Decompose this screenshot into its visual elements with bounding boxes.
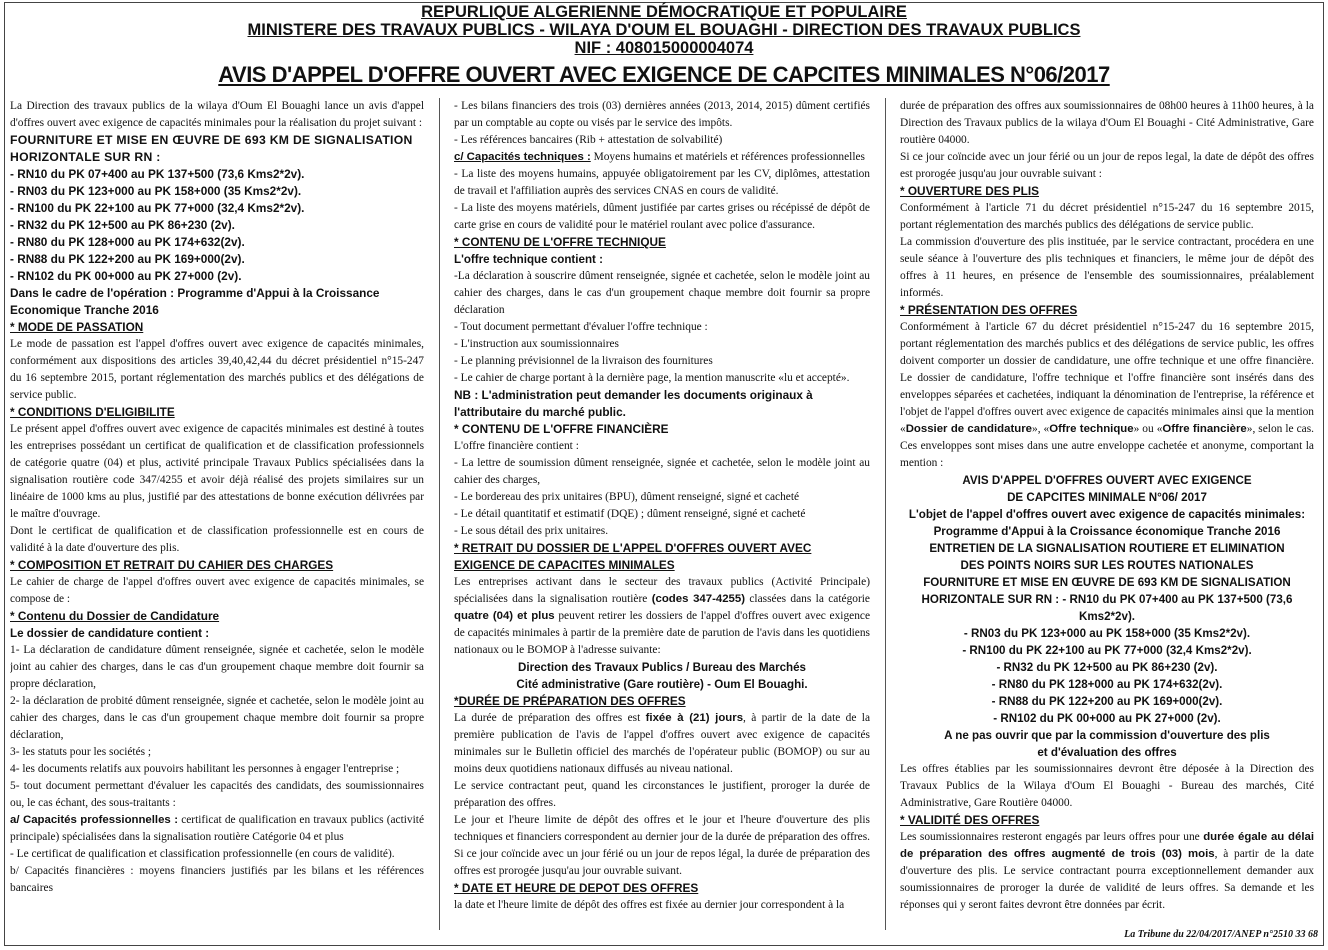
column-1	[10, 98, 424, 932]
road-item: - RN10 du PK 07+400 au PK 137+500 (73,6 Kms2*2v).	[10, 167, 305, 181]
capacites-tech-text: Moyens humains et matériels et références professionnelles	[590, 151, 865, 163]
section-eligibilite: * CONDITIONS D'ELIGIBILITE	[10, 405, 175, 419]
section-validite: * VALIDITÉ DES OFFRES	[900, 813, 1040, 827]
list-item: - Le planning prévisionnel de la livraison des fournitures	[454, 355, 713, 367]
nif-header: NIF : 408015000004074	[574, 39, 754, 57]
list-item: 1- La déclaration de candidature dûment renseignée, signée et cachetée, selon le modèle joint au cahier des charges, dans le cas d'un groupement chaque membre doit fournir sa propre déclaration,	[10, 644, 424, 690]
list-item: - La lettre de soumission dûment renseignée, signée et cachetée, selon le modèle joint au cahier des charges,	[454, 457, 870, 486]
section-date-depot: * DATE ET HEURE DE DEPOT DES OFFRES	[454, 881, 699, 895]
road-item: - RN88 du PK 122+200 au PK 169+000(2v).	[10, 252, 245, 266]
section-mode-passation: * MODE DE PASSATION	[10, 320, 144, 334]
ferie-text: Si ce jour coïncide avec un jour férié ou un jour de repos legal, la date de dépôt des offres est prorogée jusqu'au jour ouvrable suivant :	[900, 151, 1314, 180]
list-item: - L'instruction aux soumissionnaires	[454, 338, 619, 350]
moyens-materiels: - La liste des moyens matériels, dûment justifiée par cartes grises ou récépissé de dépôt de carte grise en cours de validité pour le matériel roulant avec police d'assurance.	[454, 202, 870, 231]
validite-text: Les soumissionnaires resteront engagés par leurs offres pour une durée égale au délai de préparation des offres augmenté de trois (03) mois, à partir de la date d'ouverture des plis. Le service contractant pourra exceptionnellement demander aux soumissionnaires de proroger la durée de validité de leurs offres. Sa demande et les réponses qui y seront faites devront être données par écrit.	[900, 831, 1314, 911]
ouverture-text-2: La commission d'ouverture des plis instituée, par le service contractant, procédera en une seule séance à l'ouverture des plis techniques et financiers, le même jour de dépôt des offres à 11 heures, en présence de l'ensemble des soumissionnaires, préalablement informés.	[900, 236, 1314, 299]
ministry-header: MINISTERE DES TRAVAUX PUBLICS - WILAYA D'OUM EL BOUAGHI - DIRECTION DES TRAVAUX PUBLICS	[247, 21, 1081, 39]
envelope-line: - RN88 du PK 122+200 au PK 169+000(2v).	[991, 695, 1223, 708]
list-item: -La déclaration à souscrire dûment renseignée, signée et cachetée, selon le modèle joint au cahier des charges, dans le cas d'un groupement chaque membre doit fournir sa propre déclaration	[454, 270, 870, 316]
depot-continuation: durée de préparation des offres aux soumissionnaires de 08h00 heures à 11h00 heures, à la Direction des Travaux publics de la wilaya d'Oum El Bouaghi - Cité Administrative, Gare routière 04000.	[900, 100, 1314, 146]
section-offre-technique: * CONTENU DE L'OFFRE TECHNIQUE	[454, 235, 666, 249]
envelope-line: - RN80 du PK 128+000 au PK 174+632(2v).	[991, 678, 1223, 691]
column-2	[454, 98, 870, 932]
section-retrait: * RETRAIT DU DOSSIER DE L'APPEL D'OFFRES OUVERT AVEC EXIGENCE DE CAPACITES MINIMALES	[454, 541, 812, 572]
section-presentation: * PRÉSENTATION DES OFFRES	[900, 303, 1078, 317]
retrait-text: Les entreprises activant dans le secteur des travaux publics (Activité Principale) spécialisées dans la signalisation routière (codes 347-4255) classées dans la catégorie quatre (04) et plus peuvent retirer les dossiers de l'appel d'offres ouvert avec exigence de capacités minimales à partir de la première date de parution de l'avis dans les quotidiens nationaux ou le BOMOP à l'adresse suivante:	[454, 576, 870, 656]
duree-text-2: Le service contractant peut, quand les circonstances le justifient, proroger la durée de préparation des offres.	[454, 780, 870, 809]
address-line: Cité administrative (Gare routière) - Oum El Bouaghi.	[516, 678, 808, 691]
road-item: - RN03 du PK 123+000 au PK 158+000 (35 Kms2*2v).	[10, 184, 302, 198]
bilans-text: - Les bilans financiers des trois (03) dernières années (2013, 2014, 2015) dûment certifiés par un comptable au copte ou visés par le service des impôts.	[454, 100, 870, 129]
eligibilite-text: Le présent appel d'offres ouvert avec exigence de capacités minimales est destiné à toutes les entreprises possédant un certificat de qualification et de classification professionnels de catégorie quatre (04) et plus, activité principale Travaux Publics spécialisées dans la signalisation routière code 347/4255 et avoir déjà réalisé des projets similaires sur un linéaire de 1000 kms au plus, justifié par des attestations de bonne exécution délivrées par le maître d'ouvrage.	[10, 423, 424, 520]
envelope-line: Kms2*2v).	[1078, 610, 1136, 623]
envelope-line: A ne pas ouvrir que par la commission d'ouverture des plis	[944, 729, 1270, 742]
envelope-line: HORIZONTALE SUR RN : - RN10 du PK 07+400 au PK 137+500 (73,6	[921, 593, 1293, 606]
list-item: 3- les statuts pour les sociétés ;	[10, 746, 152, 758]
envelope-line: - RN100 du PK 22+100 au PK 77+000 (32,4 Kms2*2v).	[962, 644, 1252, 657]
road-item: - RN80 du PK 128+000 au PK 174+632(2v).	[10, 235, 245, 249]
envelope-line: ENTRETIEN DE LA SIGNALISATION ROUTIERE ET ELIMINATION	[929, 542, 1285, 555]
capacites-fin: b/ Capacités financières : moyens financiers justifiés par les bilans et les références bancaires	[10, 865, 424, 894]
envelope-line: - RN102 du PK 00+000 au PK 27+000 (2v).	[993, 712, 1221, 725]
list-item: 5- tout document permettant d'évaluer les capacités des candidats, des soumissionnaires ou, le cas échant, des sous-traitants :	[10, 780, 424, 809]
depot-text: Les offres établies par les soumissionnaires devront être déposée à la Direction des Travaux Publics de la Wilaya d'Oum El Bouaghi - Bureau des marchés, Cité Administrative, Gare Routière 04000.	[900, 763, 1314, 809]
section-duree: *DURÉE DE PRÉPARATION DES OFFRES	[454, 694, 686, 708]
list-item: - Le bordereau des prix unitaires (BPU), dûment renseigné, signé et cacheté	[454, 491, 800, 503]
list-item: 2- la déclaration de probité dûment renseignée, signée et cachetée, selon le modèle joint au cahier des charges, dans le cas d'un groupement chaque membre doit fournir sa propre déclaration,	[10, 695, 424, 741]
capacites-pro	[10, 812, 424, 846]
section-ouverture: * OUVERTURE DES PLIS	[900, 184, 1039, 198]
envelope-line: DE CAPCITES MINIMALE N°06/ 2017	[1007, 491, 1207, 504]
fin-head: L'offre financière contient :	[454, 440, 579, 452]
envelope-line: - RN32 du PK 12+500 au PK 86+230 (2v).	[996, 661, 1218, 674]
road-item: - RN100 du PK 22+100 au PK 77+000 (32,4 Kms2*2v).	[10, 201, 305, 215]
certificat-text: - Le certificat de qualification et classification professionnelle (en cours de validité).	[10, 848, 395, 860]
capacites-tech-label: c/ Capacités techniques :	[454, 151, 591, 163]
moyens-humains: - La liste des moyens humains, appuyée obligatoirement par les CV, diplômes, attestation de travail et l'affiliation auprès des services CNAS en cours de validité.	[454, 168, 870, 197]
duree-text-3: Le jour et l'heure limite de dépôt des offres et le jour et l'heure d'ouverture des plis techniques et financiers correspondent au dernier jour de la durée de préparation des offres. Si ce jour coïncide avec un jour férié ou un jour de repos légal, la durée de préparation des offres est prorogée jusqu'au jour ouvrable suivant.	[454, 814, 870, 877]
notice-title: AVIS D'APPEL D'OFFRE OUVERT AVEC EXIGENCE DE CAPCITES MINIMALES N°06/2017	[218, 62, 1110, 87]
contenu-head: Le dossier de candidature contient :	[10, 627, 210, 640]
section-offre-financiere: * CONTENU DE L'OFFRE FINANCIÈRE	[454, 422, 669, 436]
section-composition: * COMPOSITION ET RETRAIT DU CAHIER DES CHARGES	[10, 558, 334, 572]
list-item: 4- les documents relatifs aux pouvoirs habilitant les personnes à engager l'entreprise ;	[10, 763, 400, 775]
column-divider	[439, 98, 440, 930]
nb-note: NB : L'administration peut demander les documents originaux à l'attributaire du marché public.	[454, 388, 813, 419]
intro-text: La Direction des travaux publics de la wilaya d'Oum El Bouaghi lance un avis d'appel d'offres ouvert avec exigence de capacités minimales pour la réalisation du projet suivant :	[10, 100, 424, 129]
road-item: - RN102 du PK 00+000 au PK 27+000 (2v).	[10, 269, 242, 283]
capacites-pro-label: a/ Capacités professionnelles :	[10, 814, 179, 826]
duree-text: La durée de préparation des offres est fixée à (21) jours, à partir de la date de la première publication de l'avis de l'appel d'offres ouvert avec exigence de capacités minimales sur le Bulletin officiel des marchés de l'opérateur public (BOMOP) ou sur au moins deux quotidiens nationaux diffusés au niveau national.	[454, 712, 870, 775]
list-item: - Le sous détail des prix unitaires.	[454, 525, 609, 537]
tech-head: L'offre technique contient :	[454, 253, 603, 266]
eligibilite-text-2: Dont le certificat de qualification et de classification professionnelle est en cours de validité à la date d'ouverture des plis.	[10, 525, 424, 554]
list-item: - Le détail quantitatif et estimatif (DQE) ; dûment renseigné, signé et cacheté	[454, 508, 806, 520]
ouverture-text: Conformément à l'article 71 du décret présidentiel n°15-247 du 16 septembre 2015, portant réglementation des marchés publics des délégations de service public.	[900, 202, 1314, 231]
publication-footer: La Tribune du 22/04/2017/ANEP n°2510 33 68	[1124, 929, 1318, 940]
composition-text: Le cahier de charge de l'appel d'offres ouvert avec exigence de capacités minimales, se compose de :	[10, 576, 424, 605]
envelope-line: DES POINTS NOIRS SUR LES ROUTES NATIONALES	[960, 559, 1254, 572]
column-divider	[885, 98, 886, 930]
mode-text: Le mode de passation est l'appel d'offres ouvert avec exigence de capacités minimales, conformément aux dispositions des articles 39,40,42,44 du décret présidentiel n°15-247 du 16 septembre 2015, portant réglementation des marchés publics et des délégations de service public.	[10, 338, 424, 401]
capacites-tech	[454, 149, 870, 166]
address-line: Direction des Travaux Publics / Bureau des Marchés	[517, 661, 807, 674]
envelope-line: - RN03 du PK 123+000 au PK 158+000 (35 Kms2*2v).	[963, 627, 1251, 640]
list-item: - Le cahier de charge portant à la dernière page, la mention manuscrite «lu et accepté».	[454, 372, 850, 384]
programme-text: Dans le cadre de l'opération : Programme d'Appui à la Croissance Economique Tranche 2016	[10, 286, 380, 317]
envelope-line: AVIS D'APPEL D'OFFRES OUVERT AVEC EXIGENCE	[962, 474, 1252, 487]
references-text: - Les références bancaires (Rib + attestation de solvabilité)	[454, 134, 723, 146]
envelope-line: Programme d'Appui à la Croissance économique Tranche 2016	[933, 525, 1281, 538]
project-title: FOURNITURE ET MISE EN ŒUVRE DE 693 KM DE SIGNALISATION HORIZONTALE SUR RN :	[10, 133, 413, 164]
envelope-line: et d'évaluation des offres	[1037, 746, 1177, 759]
capacites-pro-text: certificat de qualification en travaux publics (activité principale) spécialisées dans la signalisation routière Catégorie 04 et plus	[10, 814, 424, 843]
envelope-line: L'objet de l'appel d'offres ouvert avec exigence de capacités minimales:	[908, 508, 1306, 521]
presentation-text: Conformément à l'article 67 du décret présidentiel n°15-247 du 16 septembre 2015, portant réglementation des marchés publics et des délégations de service public, les offres doivent comporter un dossier de candidature, une offre technique et une offre financière. Le dossier de candidature, l'offre technique et l'offre financière sont insérés dans des enveloppes séparées et cachetées, indiquant la dénomination de l'entreprise, la référence et l'objet de l'appel d'offres ouvert avec exigence de capacités minimales ainsi que la mention «Dossier de candidature», «Offre technique» ou «Offre financière», selon le cas. Ces enveloppes sont mises dans une autre enveloppe cachetée et anonyme, comportant la mention :	[900, 321, 1314, 469]
date-text: la date et l'heure limite de dépôt des offres est fixée au dernier jour correspondent à la	[454, 899, 845, 911]
road-item: - RN32 du PK 12+500 au PK 86+230 (2v).	[10, 218, 235, 232]
section-contenu-candidature: * Contenu du Dossier de Candidature	[10, 609, 220, 623]
column-3	[900, 98, 1314, 932]
list-item: - Tout document permettant d'évaluer l'offre technique :	[454, 321, 708, 333]
envelope-line: FOURNITURE ET MISE EN ŒUVRE DE 693 KM DE SIGNALISATION	[923, 576, 1291, 589]
republic-header: REPURLIQUE ALGERIENNE DÉMOCRATIQUE ET POPULAIRE	[421, 3, 907, 21]
